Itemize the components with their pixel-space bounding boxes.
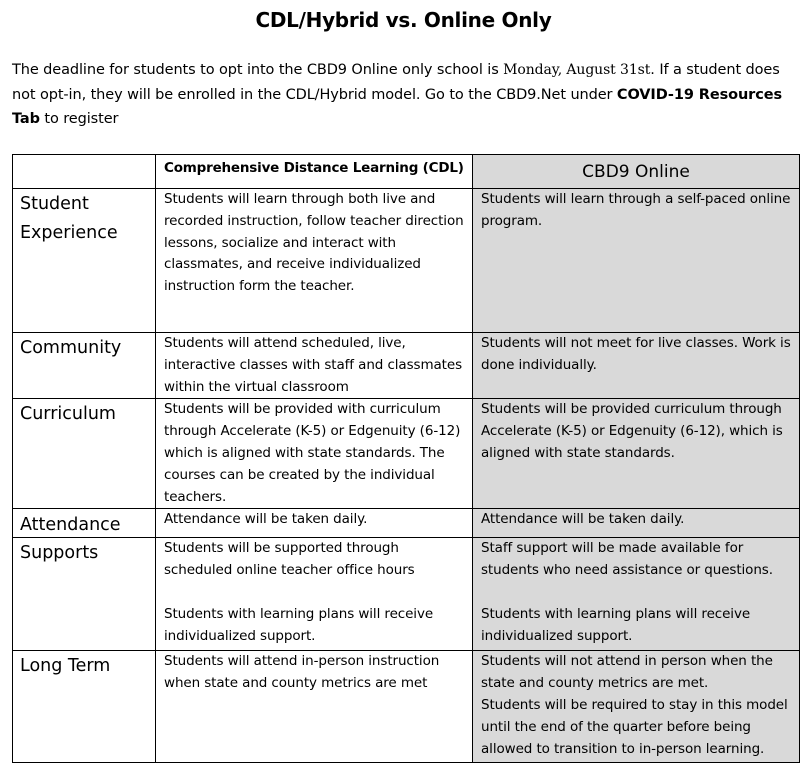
intro-text-2: . If a student does not opt-in, they will be enrolled in the CDL/Hybrid model. Go to the CBD9.Net under bbox=[12, 62, 780, 103]
table-row-community bbox=[13, 333, 800, 399]
online-community: Students will not meet for live classes. Work is done individually. bbox=[473, 333, 800, 399]
online-long-term-quarter: Students will be required to stay in this model until the end of the quarter before being allowed to transition to in-person learning. bbox=[481, 696, 788, 757]
row-label-supports: Supports bbox=[13, 538, 156, 651]
row-label-community: Community bbox=[13, 333, 156, 399]
header-blank-cell bbox=[13, 155, 156, 189]
table-row-curriculum bbox=[13, 399, 800, 509]
intro-text-3: to register bbox=[39, 111, 119, 127]
deadline-date: Monday, August 31st bbox=[503, 62, 651, 78]
table-row-student-experience bbox=[13, 189, 800, 333]
comparison-table bbox=[12, 154, 800, 763]
online-supports bbox=[473, 538, 800, 651]
header-cdl: Comprehensive Distance Learning (CDL) bbox=[156, 155, 473, 189]
online-student-experience: Students will learn through a self-paced online program. bbox=[473, 189, 800, 333]
table-header-row bbox=[13, 155, 800, 189]
table-row-supports bbox=[13, 538, 800, 651]
cdl-student-experience: Students will learn through both live and recorded instruction, follow teacher direction lessons, socialize and interact with classmates, and receive individualized instruction form the teacher. bbox=[156, 189, 473, 333]
cdl-attendance: Attendance will be taken daily. bbox=[156, 509, 473, 538]
resources-tab-reference: COVID-19 Resources Tab bbox=[12, 86, 782, 127]
row-label-student-experience: Student Experience bbox=[13, 189, 156, 333]
cdl-long-term: Students will attend in-person instruction when state and county metrics are met bbox=[156, 651, 473, 763]
row-label-long-term: Long Term bbox=[13, 651, 156, 763]
cdl-community: Students will attend scheduled, live, interactive classes with staff and classmates within the virtual classroom bbox=[156, 333, 473, 399]
cdl-supports-learning-plans: Students with learning plans will receive individualized support. bbox=[164, 605, 434, 644]
online-long-term bbox=[473, 651, 800, 763]
row-label-curriculum: Curriculum bbox=[13, 399, 156, 509]
online-long-term-metrics: Students will not attend in person when the state and county metrics are met. bbox=[481, 653, 773, 692]
online-attendance: Attendance will be taken daily. bbox=[473, 509, 800, 538]
online-supports-learning-plans: Students with learning plans will receive individualized support. bbox=[481, 605, 751, 644]
header-cbd9-online: CBD9 Online bbox=[473, 155, 800, 189]
intro-paragraph bbox=[12, 58, 802, 132]
table-row-long-term bbox=[13, 651, 800, 763]
intro-text-1: The deadline for students to opt into the CBD9 Online only school is bbox=[12, 62, 504, 78]
online-curriculum: Students will be provided curriculum through Accelerate (K-5) or Edgenuity (6-12), which is aligned with state standards. bbox=[473, 399, 800, 509]
cdl-supports bbox=[156, 538, 473, 651]
row-label-attendance: Attendance bbox=[13, 509, 156, 538]
page-title: CDL/Hybrid vs. Online Only bbox=[255, 8, 552, 32]
table-row-attendance bbox=[13, 509, 800, 538]
cdl-supports-office-hours: Students will be supported through scheduled online teacher office hours bbox=[164, 540, 415, 579]
cdl-curriculum: Students will be provided with curriculum through Accelerate (K-5) or Edgenuity (6-12) which is aligned with state standards. The courses can be created by the individual teachers. bbox=[156, 399, 473, 509]
online-supports-staff: Staff support will be made available for students who need assistance or questions. bbox=[481, 540, 773, 579]
